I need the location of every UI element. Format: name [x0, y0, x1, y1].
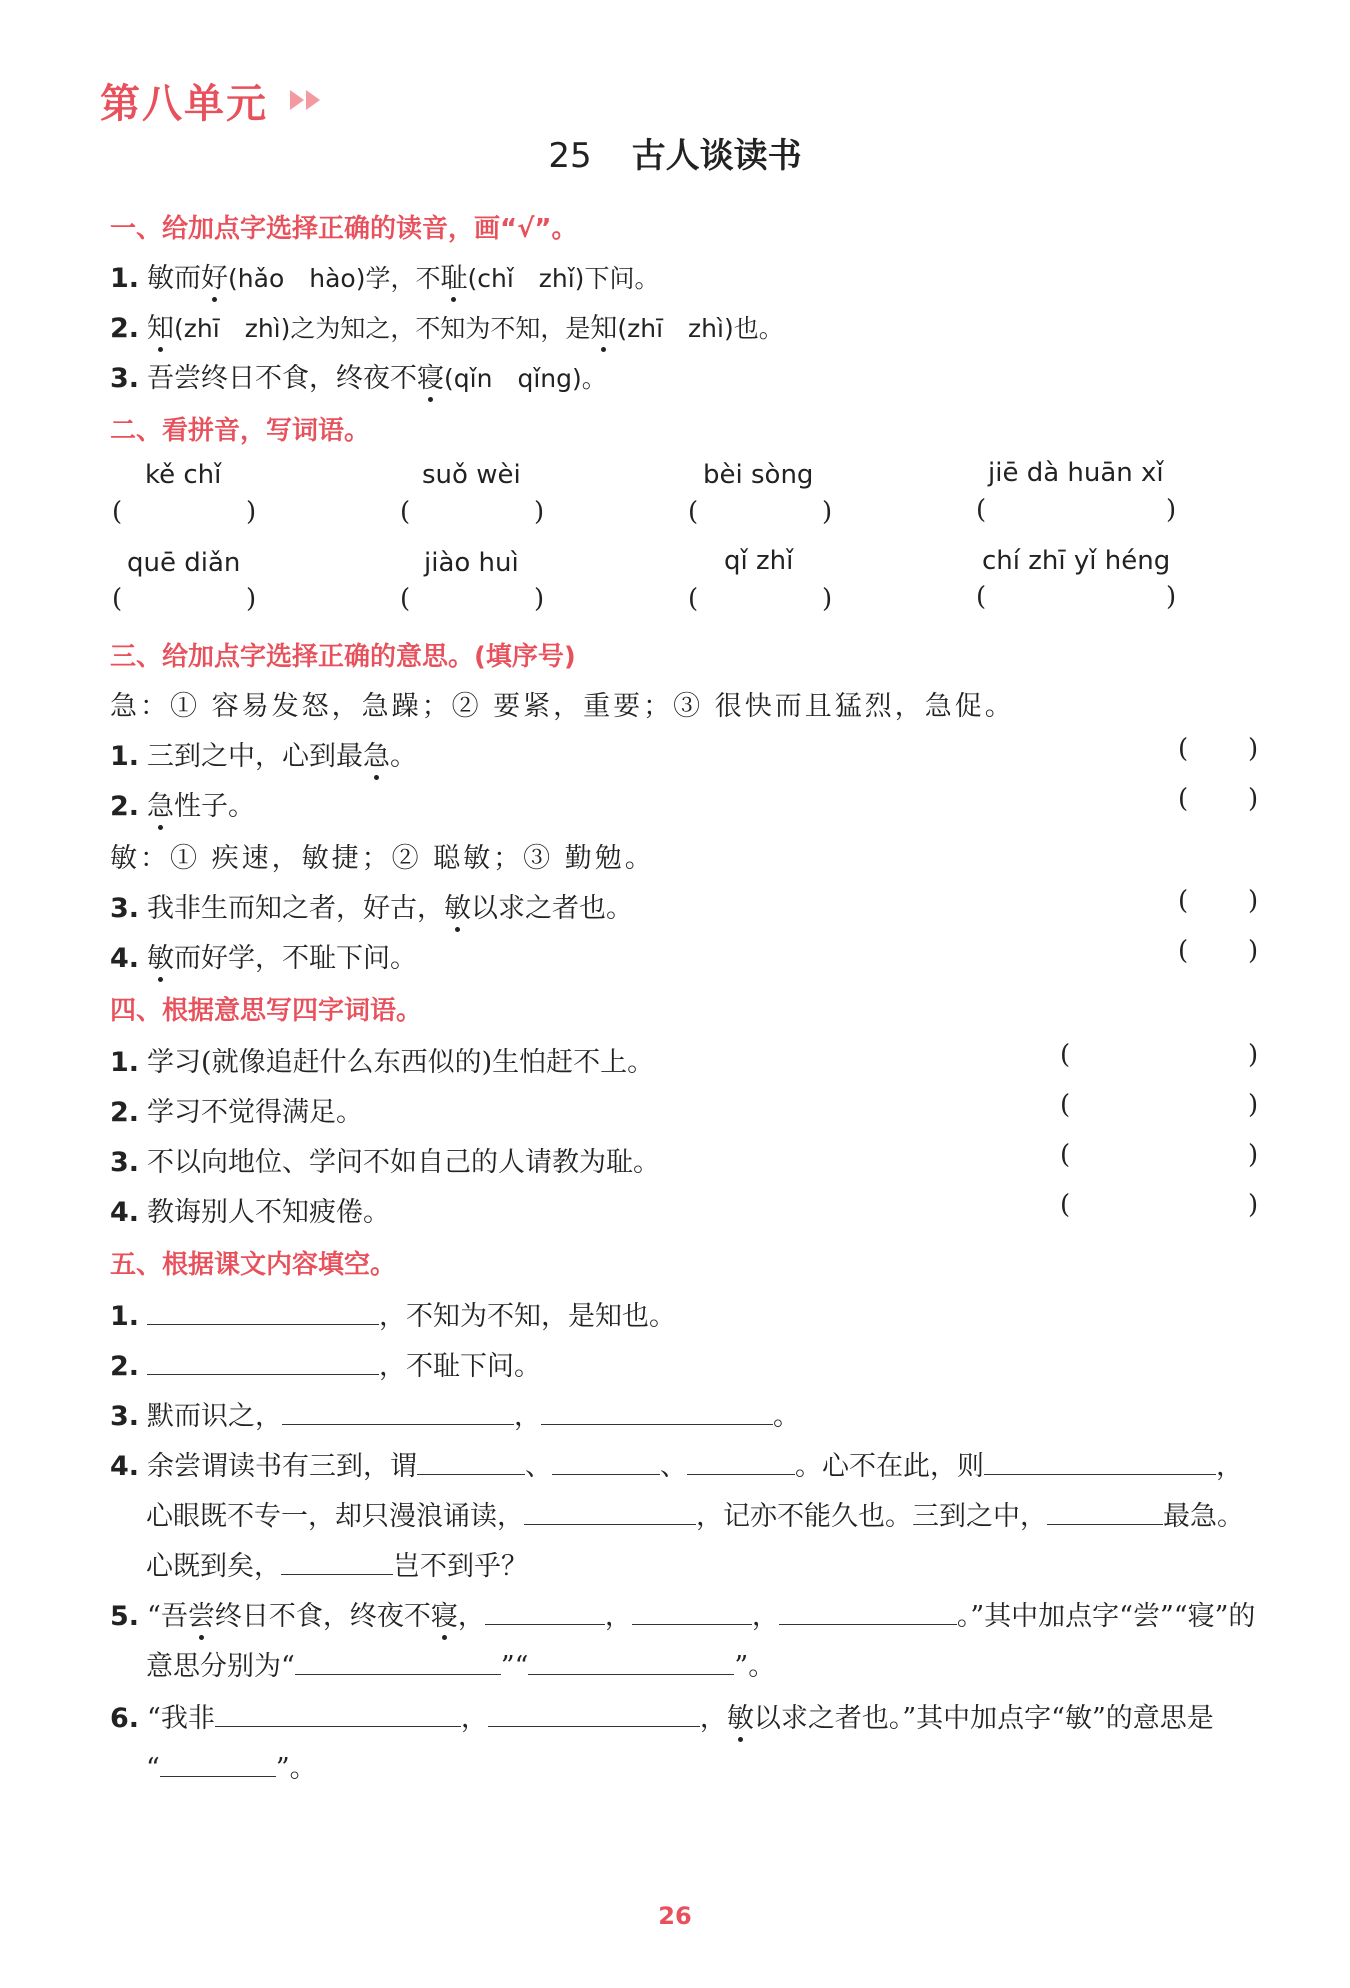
s5-question-1: 1. ，不知为不知，是知也。: [110, 1301, 677, 1332]
answer-paren-open: (: [400, 584, 411, 614]
answer-paren-open: (: [1178, 734, 1189, 764]
answer-paren-close: ): [1248, 886, 1259, 916]
pinyin-prompt: qǐ zhǐ: [724, 546, 794, 576]
answer-paren-close: ): [1248, 1090, 1259, 1120]
answer-paren-close: ): [246, 497, 257, 527]
s3-question-4: 4. 敏而好学，不耻下问。: [110, 943, 418, 974]
answer-paren-close: ): [1248, 784, 1259, 814]
answer-paren-close: ): [822, 584, 833, 614]
fill-blank[interactable]: [524, 1500, 696, 1525]
answer-paren-open: (: [688, 584, 699, 614]
section-4-title: 四、根据意思写四字词语。: [110, 996, 423, 1026]
section-3-title: 三、给加点字选择正确的意思。(填序号): [110, 642, 576, 672]
section-2-title: 二、看拼音，写词语。: [110, 416, 371, 446]
s5-question-6-line-1: 6. “我非 ， ，敏以求之者也。”其中加点字“敏”的意思是: [110, 1703, 1214, 1734]
s4-question-2: 2. 学习不觉得满足。: [110, 1097, 364, 1128]
fill-blank[interactable]: [485, 1600, 605, 1625]
lesson-title: [0, 128, 1350, 177]
answer-paren-open: (: [1178, 784, 1189, 814]
pinyin-prompt: quē diǎn: [127, 548, 241, 578]
pinyin-prompt: bèi sòng: [703, 460, 814, 490]
s5-question-4-line-2: 心眼既不专一，却只漫浪诵读， ，记亦不能久也。三到之中， 最急。: [146, 1501, 1244, 1532]
s5-question-5-line-2: 意思分别为“ ”“ ”。: [146, 1651, 776, 1682]
double-arrow-icon: [290, 90, 322, 110]
answer-paren-close: ): [1248, 1040, 1259, 1070]
answer-paren-open: (: [1178, 886, 1189, 916]
fill-blank[interactable]: [295, 1650, 501, 1675]
s1-question-2: 2. 知(zhī zhì)之为知之，不知为不知，是知(zhī zhì)也。: [110, 313, 784, 344]
section-1-title: 一、给加点字选择正确的读音，画“√”。: [110, 214, 578, 244]
definition-ji: 急：① 容易发怒，急躁；② 要紧，重要；③ 很快而且猛烈，急促。: [110, 691, 1015, 722]
fill-blank[interactable]: [528, 1650, 734, 1675]
fill-blank[interactable]: [632, 1600, 752, 1625]
s5-question-4-line-3: 心既到矣， 岂不到乎？: [146, 1551, 528, 1582]
answer-paren-open: (: [112, 497, 123, 527]
answer-paren-open: (: [1060, 1190, 1071, 1220]
definition-min: 敏：① 疾速，敏捷；② 聪敏；③ 勤勉。: [110, 843, 655, 874]
fill-blank[interactable]: [160, 1752, 276, 1777]
fill-blank[interactable]: [984, 1450, 1216, 1475]
answer-paren-close: ): [1248, 1140, 1259, 1170]
pinyin-prompt: jiē dà huān xǐ: [988, 458, 1164, 488]
s4-question-4: 4. 教诲别人不知疲倦。: [110, 1197, 391, 1228]
answer-paren-open: (: [688, 497, 699, 527]
answer-paren-open: (: [1060, 1140, 1071, 1170]
fill-blank[interactable]: [147, 1300, 379, 1325]
answer-paren-close: ): [534, 584, 545, 614]
answer-paren-close: ): [822, 497, 833, 527]
answer-paren-open: (: [112, 584, 123, 614]
s1-question-1: 1. 敏而好(hǎo hào)学，不耻(chǐ zhǐ)下问。: [110, 263, 660, 294]
s4-question-1: 1. 学习(就像追赶什么东西似的)生怕赶不上。: [110, 1047, 655, 1078]
s4-question-3: 3. 不以向地位、学问不如自己的人请教为耻。: [110, 1147, 661, 1178]
answer-paren-open: (: [400, 497, 411, 527]
fill-blank[interactable]: [552, 1450, 660, 1475]
answer-paren-open: (: [1060, 1090, 1071, 1120]
s5-question-5-line-1: 5. “吾尝终日不食，终夜不寝， ， ， 。”其中加点字“尝”“寝”的: [110, 1601, 1256, 1632]
answer-paren-close: ): [1248, 936, 1259, 966]
lesson-number: 25: [548, 136, 592, 176]
pinyin-prompt: chí zhī yǐ héng: [982, 546, 1171, 576]
page-number: 26: [658, 1902, 692, 1930]
fill-blank[interactable]: [282, 1400, 514, 1425]
answer-paren-close: ): [1248, 1190, 1259, 1220]
s5-question-6-line-2: “ ”。: [146, 1753, 317, 1784]
s3-question-1: 1. 三到之中，心到最急。: [110, 741, 418, 772]
s3-question-3: 3. 我非生而知之者，好古，敏以求之者也。: [110, 893, 634, 924]
pinyin-prompt: jiào huì: [424, 548, 519, 578]
pinyin-prompt: kě chǐ: [145, 460, 222, 490]
s5-question-3: 3. 默而识之， ， 。: [110, 1401, 801, 1432]
s1-question-3: 3. 吾尝终日不食，终夜不寝(qǐn qǐng)。: [110, 363, 607, 394]
section-5-title: 五、根据课文内容填空。: [110, 1250, 397, 1280]
answer-paren-open: (: [976, 495, 987, 525]
answer-paren-open: (: [1060, 1040, 1071, 1070]
s5-question-2: 2. ，不耻下问。: [110, 1351, 542, 1382]
answer-paren-close: ): [534, 497, 545, 527]
s3-question-2: 2. 急性子。: [110, 791, 256, 822]
answer-paren-close: ): [1166, 582, 1177, 612]
lesson-name: 古人谈读书: [631, 136, 802, 176]
fill-blank[interactable]: [281, 1550, 393, 1575]
fill-blank[interactable]: [488, 1702, 700, 1727]
fill-blank[interactable]: [215, 1702, 461, 1727]
s5-question-4-line-1: 4. 余尝谓读书有三到，谓 、 、 。心不在此，则 ，: [110, 1451, 1244, 1482]
fill-blank[interactable]: [541, 1400, 773, 1425]
fill-blank[interactable]: [779, 1600, 957, 1625]
answer-paren-close: ): [1166, 495, 1177, 525]
answer-paren-open: (: [1178, 936, 1189, 966]
fill-blank[interactable]: [147, 1350, 379, 1375]
unit-title: 第八单元: [100, 81, 268, 127]
pinyin-prompt: suǒ wèi: [422, 460, 521, 490]
fill-blank[interactable]: [1047, 1500, 1163, 1525]
answer-paren-close: ): [1248, 734, 1259, 764]
fill-blank[interactable]: [417, 1450, 525, 1475]
fill-blank[interactable]: [687, 1450, 795, 1475]
answer-paren-open: (: [976, 582, 987, 612]
answer-paren-close: ): [246, 584, 257, 614]
